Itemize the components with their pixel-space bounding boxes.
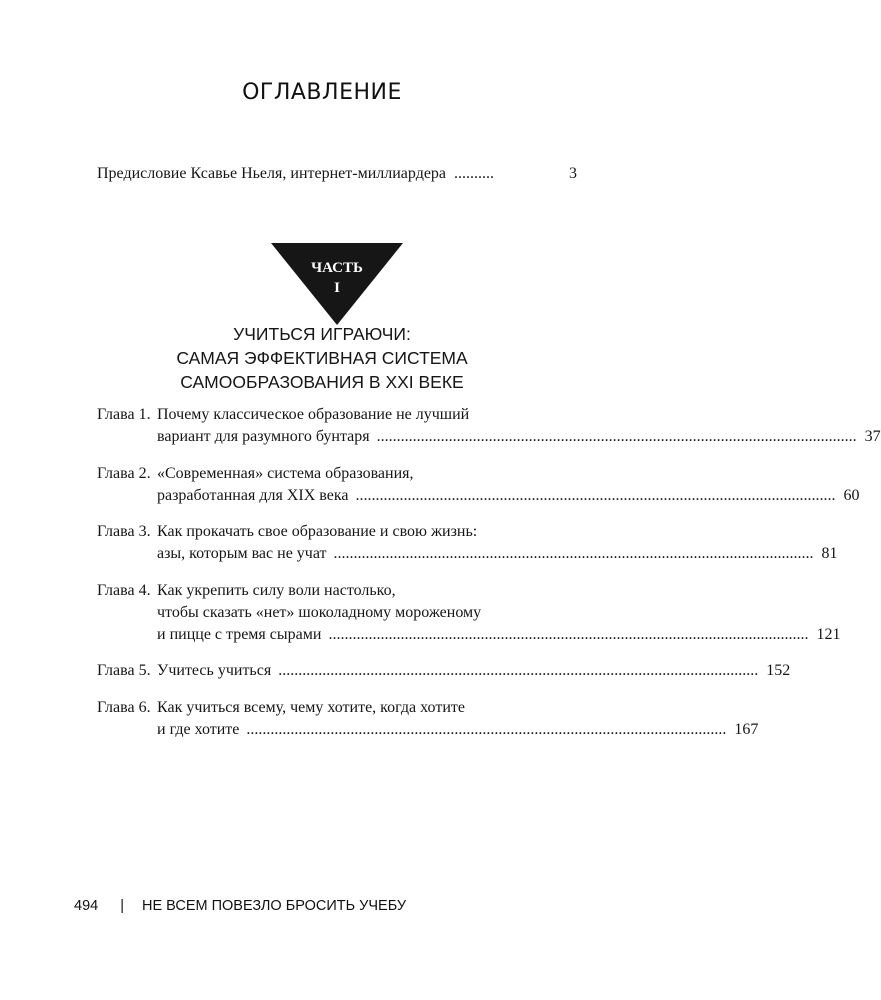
part-number: I [334, 280, 340, 296]
leader-dots: ........................................................................................................................ [278, 662, 759, 679]
preface-title: Предисловие Ксавье Ньеля, интернет-миллиардера [97, 165, 447, 182]
chapter-title-line: Почему классическое образование не лучший [157, 406, 470, 423]
page-title: ОГЛАВЛЕНИЕ [242, 80, 402, 105]
toc-entry-chapter-4 [97, 580, 841, 646]
part-title-line: УЧИТЬСЯ ИГРАЮЧИ: [233, 324, 411, 344]
chapter-title-line: Как прокачать свое образование и свою жизнь: [157, 523, 478, 540]
chapter-page-number: 81 [821, 545, 838, 562]
chapter-title-line: и пицце с тремя сырами [157, 625, 322, 643]
footer-page-number: 494 [74, 898, 99, 914]
leader-dots: ........................................................................................................................ [333, 545, 814, 562]
chapter-title-line: Учитесь учиться [157, 662, 272, 679]
page-footer [74, 898, 406, 914]
chapter-title-line: азы, которым вас не учат [157, 545, 327, 562]
toc-entry-chapter-5 [97, 660, 791, 682]
chapter-page-number: 60 [843, 486, 860, 504]
chapter-label: Глава 5. [97, 662, 151, 679]
leader-dots: ........................................................................................................................ [355, 486, 836, 504]
toc-entry-chapter-3 [97, 521, 838, 565]
leader-dots: ........................................................................................................................ [246, 720, 727, 738]
part-label: ЧАСТЬ [311, 260, 363, 276]
toc-entry-preface [97, 165, 577, 183]
chapter-title-line: Как укрепить силу воли настолько, [157, 581, 396, 599]
part-title-line: САМАЯ ЭФФЕКТИВНАЯ СИСТЕМА [176, 348, 468, 368]
chapter-label: Глава 3. [97, 523, 151, 540]
chapter-page-number: 121 [816, 625, 841, 643]
leader-dots: ........................................................................................................................ [376, 428, 857, 445]
chapter-title-line: вариант для разумного бунтаря [157, 428, 370, 445]
chapter-page-number: 152 [766, 662, 791, 679]
toc-entry-chapter-6 [97, 697, 759, 741]
chapter-title-line: и где хотите [157, 720, 240, 738]
chapter-title-line: чтобы сказать «нет» шоколадному мороженому [157, 603, 482, 621]
chapter-list [97, 404, 881, 755]
chapter-label: Глава 1. [97, 406, 151, 423]
footer-separator: | [120, 898, 124, 914]
chapter-label: Глава 2. [97, 464, 151, 482]
chapter-label: Глава 6. [97, 698, 151, 716]
chapter-label: Глава 4. [97, 581, 151, 599]
leader-dots: ........................................................................................................................ [328, 625, 809, 643]
chapter-title-line: Как учиться всему, чему хотите, когда хотите [157, 698, 465, 716]
part-title-line: САМООБРАЗОВАНИЯ В XXI ВЕКЕ [180, 372, 464, 392]
chapter-page-number: 167 [734, 720, 759, 738]
footer-book-title: НЕ ВСЕМ ПОВЕЗЛО БРОСИТЬ УЧЕБУ [141, 898, 407, 914]
chapter-title-line: разработанная для XIX века [157, 486, 349, 504]
preface-page-number: 3 [569, 165, 577, 182]
part-marker [271, 258, 403, 298]
preface-leader-dots: .......... [454, 165, 495, 182]
chapter-title-line: «Современная» система образования, [157, 464, 414, 482]
toc-entry-chapter-1 [97, 404, 881, 448]
toc-entry-chapter-2 [97, 463, 860, 507]
part-title [0, 322, 644, 394]
chapter-page-number: 37 [864, 428, 881, 445]
